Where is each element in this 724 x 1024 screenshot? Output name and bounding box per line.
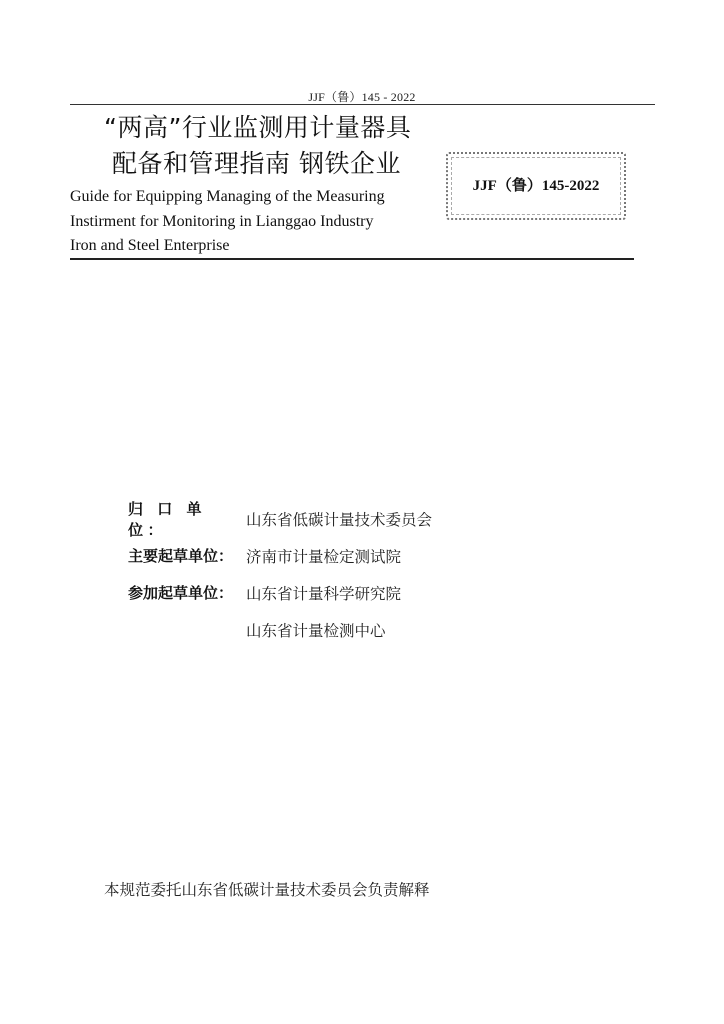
unit-label: 主要起草单位： bbox=[128, 547, 234, 565]
english-title-line-1: Guide for Equipping Managing of the Measuring bbox=[70, 188, 385, 205]
chinese-title bbox=[104, 110, 411, 182]
unit-value: 济南市计量检定测试院 bbox=[246, 547, 402, 566]
unit-row-main-drafter bbox=[128, 537, 432, 574]
running-header: JJF（鲁）145 - 2022 bbox=[308, 90, 416, 104]
unit-value: 山东省计量检测中心 bbox=[246, 621, 386, 640]
standard-code-box bbox=[446, 152, 626, 220]
title-divider bbox=[70, 258, 634, 260]
english-title-line-2: Instirment for Monitoring in Lianggao Industry bbox=[70, 212, 374, 230]
header-rule bbox=[70, 104, 655, 105]
unit-row-centralized bbox=[128, 500, 432, 537]
english-title bbox=[70, 185, 385, 259]
standard-code: JJF（鲁）145-2022 bbox=[472, 178, 600, 194]
interpretation-note: 本规范委托山东省低碳计量技术委员会负责解释 bbox=[104, 881, 430, 899]
unit-row-participating-drafter-2 bbox=[128, 611, 432, 648]
unit-label: 归 口 单 位： bbox=[128, 499, 206, 539]
unit-row-participating-drafter bbox=[128, 574, 432, 611]
drafting-units bbox=[128, 500, 432, 648]
unit-value: 山东省低碳计量技术委员会 bbox=[246, 510, 433, 529]
english-title-line-3: Iron and Steel Enterprise bbox=[70, 237, 230, 254]
unit-label: 参加起草单位： bbox=[128, 584, 234, 602]
unit-value: 山东省计量科学研究院 bbox=[246, 584, 402, 603]
chinese-title-line-2: 配备和管理指南 钢铁企业 bbox=[112, 149, 401, 178]
chinese-title-line-1: “两高”行业监测用计量器具 bbox=[104, 113, 412, 142]
